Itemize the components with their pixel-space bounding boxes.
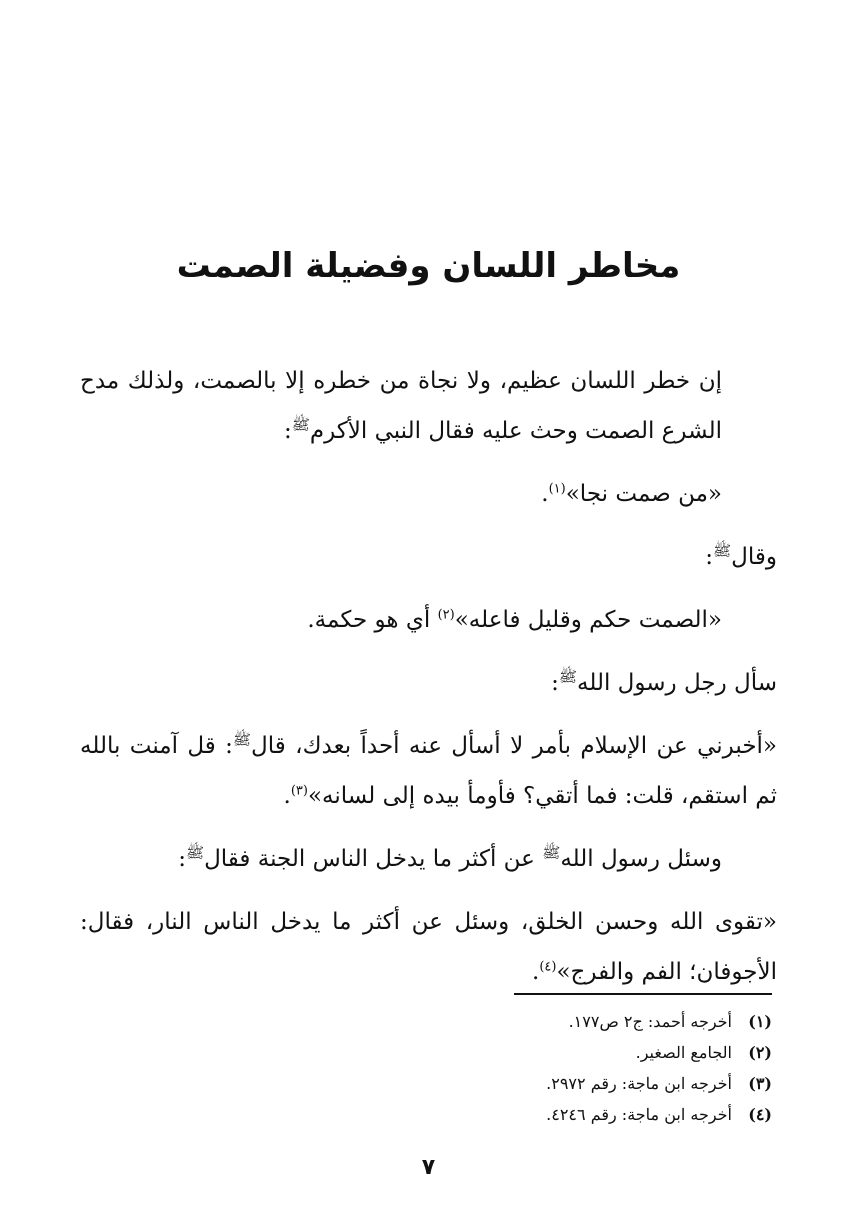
intro-text: إن خطر اللسان عظيم، ولا نجاة من خطره إلا بالصمت، ولذلك مدح الشرع الصمت وحث عليه فقال النبي الأكرم [80, 368, 722, 444]
footnote-item [80, 1037, 772, 1068]
honorific-symbol: ﷺ [185, 843, 205, 862]
said-2-text: وقال [731, 544, 777, 570]
quote-2 [80, 595, 777, 645]
paragraph-intro [80, 356, 777, 456]
quote-4-end: . [532, 959, 540, 985]
footnote-text: أخرجه ابن ماجة: رقم ٤٢٤٦. [546, 1105, 732, 1124]
said-2-colon: : [705, 544, 714, 570]
honorific-symbol: ﷺ [713, 541, 732, 560]
quote-3 [80, 721, 777, 821]
quote-2-end: أي هو حكمة. [307, 607, 438, 633]
quote-4 [80, 897, 777, 997]
ask-3-text: سأل رجل رسول الله [577, 670, 777, 696]
ask-4-text-b: عن أكثر ما يدخل الناس الجنة فقال [204, 846, 543, 872]
page-number: ٧ [421, 1155, 436, 1180]
footnote-number: (١) [748, 1012, 772, 1031]
honorific-symbol: ﷺ [558, 667, 578, 686]
footnote-item [80, 1068, 772, 1099]
footnote-text: أخرجه أحمد: ج٢ ص١٧٧. [568, 1012, 732, 1031]
quote-3-text-a: «أخبرني عن الإسلام بأمر لا أسأل عنه أحداً بعدك، قال [251, 733, 777, 759]
footnote-ref-1: (١) [548, 481, 566, 497]
ask-3-colon: : [551, 670, 559, 696]
footnote-ref-3: (٣) [290, 783, 308, 799]
quote-1-text: «من صمت نجا» [565, 481, 722, 507]
chapter-title: مخاطر اللسان وفضيلة الصمت [176, 246, 681, 286]
ask-4-colon: : [178, 846, 186, 872]
footnote-item [80, 1099, 772, 1130]
footnote-number: (٢) [748, 1043, 772, 1062]
footnote-text: أخرجه ابن ماجة: رقم ٢٩٧٢. [546, 1074, 732, 1093]
quote-4-text: «تقوى الله وحسن الخلق، وسئل عن أكثر ما يدخل الناس النار، فقال: الأجوفان؛ الفم والفرج» [80, 909, 777, 985]
intro-colon: : [284, 418, 292, 444]
quote-3-text-b: : قل آمنت بالله ثم استقم، قلت: فما أتقي؟ فأومأ بيده إلى لسانه» [80, 733, 777, 809]
footnote-divider [514, 993, 772, 995]
honorific-symbol: ﷺ [291, 415, 310, 434]
quote-2-text: «الصمت حكم وقليل فاعله» [454, 607, 722, 633]
ask-line-3 [80, 658, 777, 708]
footnote-item [80, 1006, 772, 1037]
quote-1-end: . [541, 481, 549, 507]
footnote-text: الجامع الصغير. [635, 1043, 732, 1062]
quote-1 [80, 469, 777, 519]
body-text [80, 356, 777, 997]
ask-line-4 [80, 834, 777, 884]
honorific-symbol: ﷺ [232, 730, 252, 749]
footnote-number: (٤) [748, 1105, 772, 1124]
said-line-2 [80, 532, 777, 582]
ask-4-text-a: وسئل رسول الله [560, 846, 722, 872]
honorific-symbol: ﷺ [542, 843, 561, 862]
footnote-number: (٣) [748, 1074, 772, 1093]
footnote-ref-4: (٤) [539, 959, 557, 975]
quote-3-end: . [283, 783, 291, 809]
footnote-ref-2: (٢) [437, 607, 455, 623]
footnotes-list [80, 1006, 772, 1130]
